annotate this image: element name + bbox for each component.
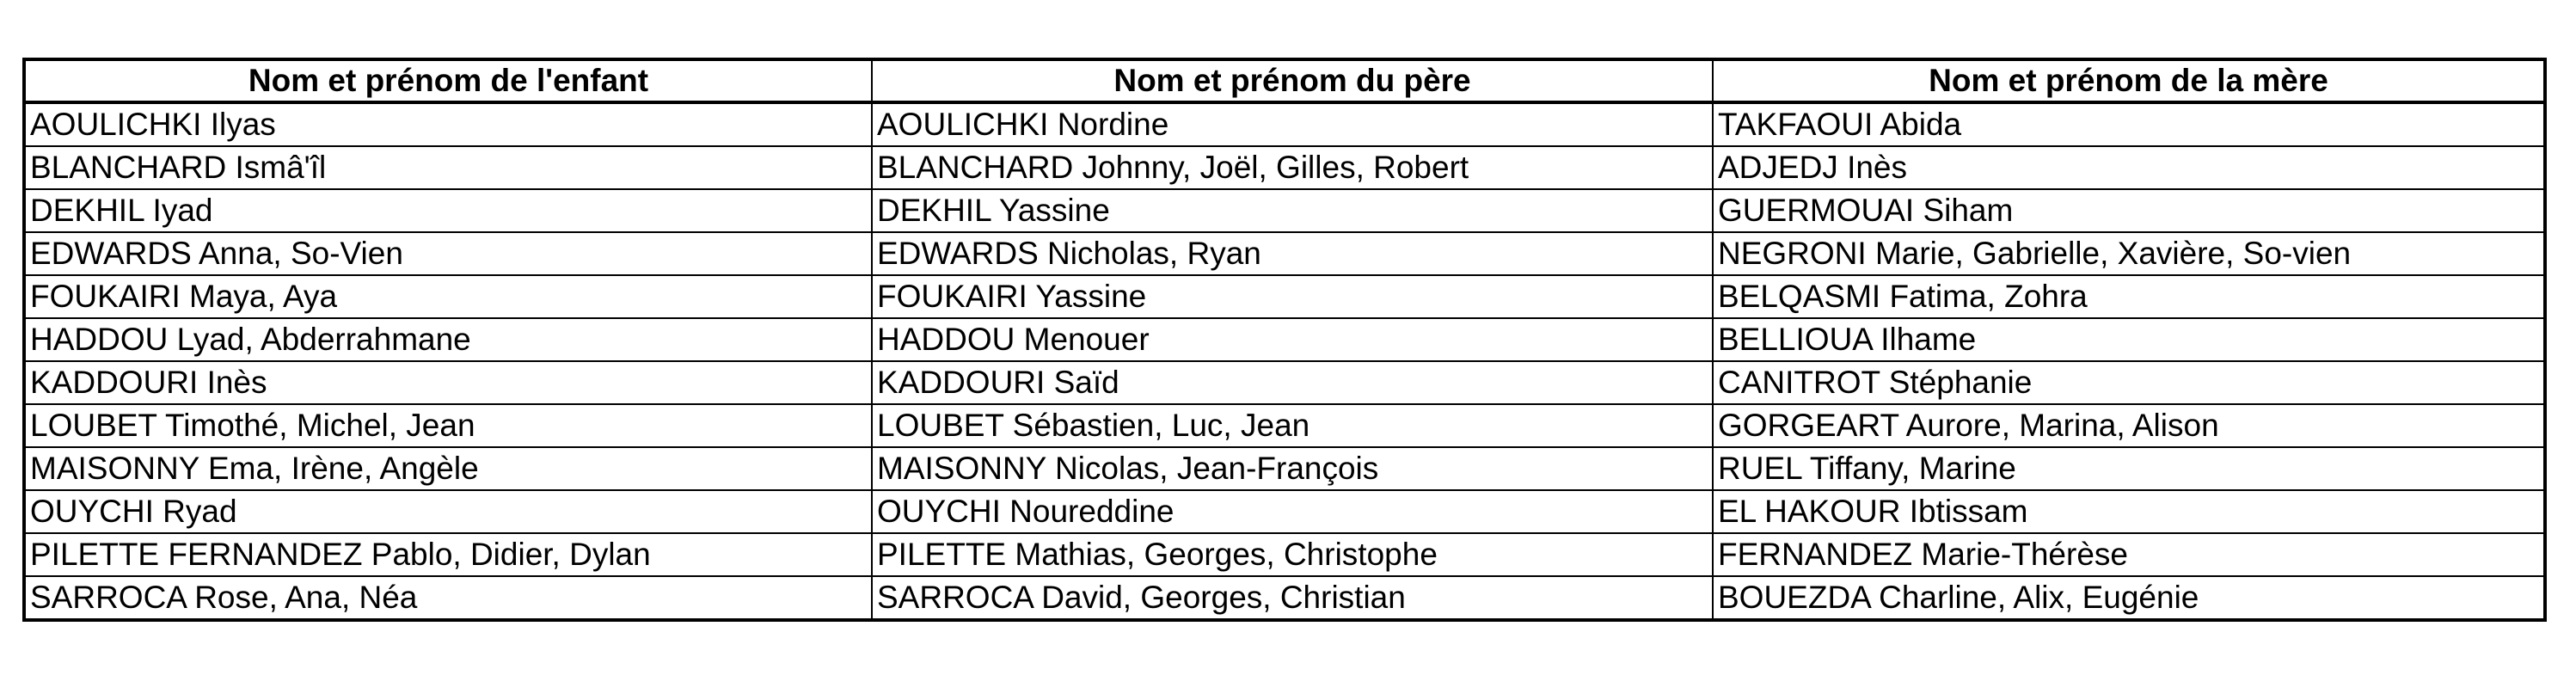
table-row — [24, 146, 2545, 189]
father-cell: EDWARDS Nicholas, Ryan — [872, 232, 1713, 275]
child-cell: HADDOU Lyad, Abderrahmane — [24, 318, 872, 361]
header-mother-name: Nom et prénom de la mère — [1713, 59, 2545, 102]
table-row — [24, 102, 2545, 146]
mother-cell: RUEL Tiffany, Marine — [1713, 447, 2545, 490]
child-cell: OUYCHI Ryad — [24, 490, 872, 533]
mother-cell: CANITROT Stéphanie — [1713, 361, 2545, 404]
family-table-container — [22, 58, 2543, 622]
child-cell: LOUBET Timothé, Michel, Jean — [24, 404, 872, 447]
mother-cell: EL HAKOUR Ibtissam — [1713, 490, 2545, 533]
table-row — [24, 490, 2545, 533]
mother-cell: BELQASMI Fatima, Zohra — [1713, 275, 2545, 318]
father-cell: SARROCA David, Georges, Christian — [872, 576, 1713, 620]
table-row — [24, 576, 2545, 620]
mother-cell: FERNANDEZ Marie-Thérèse — [1713, 533, 2545, 576]
table-row — [24, 232, 2545, 275]
father-cell: PILETTE Mathias, Georges, Christophe — [872, 533, 1713, 576]
child-cell: EDWARDS Anna, So-Vien — [24, 232, 872, 275]
mother-cell: TAKFAOUI Abida — [1713, 102, 2545, 146]
header-row — [24, 59, 2545, 102]
child-cell: MAISONNY Ema, Irène, Angèle — [24, 447, 872, 490]
child-cell: SARROCA Rose, Ana, Néa — [24, 576, 872, 620]
table-row — [24, 318, 2545, 361]
father-cell: KADDOURI Saïd — [872, 361, 1713, 404]
father-cell: HADDOU Menouer — [872, 318, 1713, 361]
table-row — [24, 404, 2545, 447]
child-cell: BLANCHARD Ismâ'îl — [24, 146, 872, 189]
mother-cell: GUERMOUAI Siham — [1713, 189, 2545, 232]
header-child-name: Nom et prénom de l'enfant — [24, 59, 872, 102]
father-cell: LOUBET Sébastien, Luc, Jean — [872, 404, 1713, 447]
table-row — [24, 275, 2545, 318]
father-cell: MAISONNY Nicolas, Jean-François — [872, 447, 1713, 490]
mother-cell: BOUEZDA Charline, Alix, Eugénie — [1713, 576, 2545, 620]
child-cell: KADDOURI Inès — [24, 361, 872, 404]
table-row — [24, 361, 2545, 404]
mother-cell: GORGEART Aurore, Marina, Alison — [1713, 404, 2545, 447]
child-cell: PILETTE FERNANDEZ Pablo, Didier, Dylan — [24, 533, 872, 576]
header-father-name: Nom et prénom du père — [872, 59, 1713, 102]
mother-cell: BELLIOUA Ilhame — [1713, 318, 2545, 361]
child-cell: DEKHIL Iyad — [24, 189, 872, 232]
table-row — [24, 189, 2545, 232]
father-cell: OUYCHI Noureddine — [872, 490, 1713, 533]
mother-cell: ADJEDJ Inès — [1713, 146, 2545, 189]
table-row — [24, 447, 2545, 490]
mother-cell: NEGRONI Marie, Gabrielle, Xavière, So-vien — [1713, 232, 2545, 275]
table-row — [24, 533, 2545, 576]
father-cell: FOUKAIRI Yassine — [872, 275, 1713, 318]
father-cell: AOULICHKI Nordine — [872, 102, 1713, 146]
father-cell: BLANCHARD Johnny, Joël, Gilles, Robert — [872, 146, 1713, 189]
father-cell: DEKHIL Yassine — [872, 189, 1713, 232]
family-table — [22, 58, 2547, 622]
child-cell: AOULICHKI Ilyas — [24, 102, 872, 146]
child-cell: FOUKAIRI Maya, Aya — [24, 275, 872, 318]
